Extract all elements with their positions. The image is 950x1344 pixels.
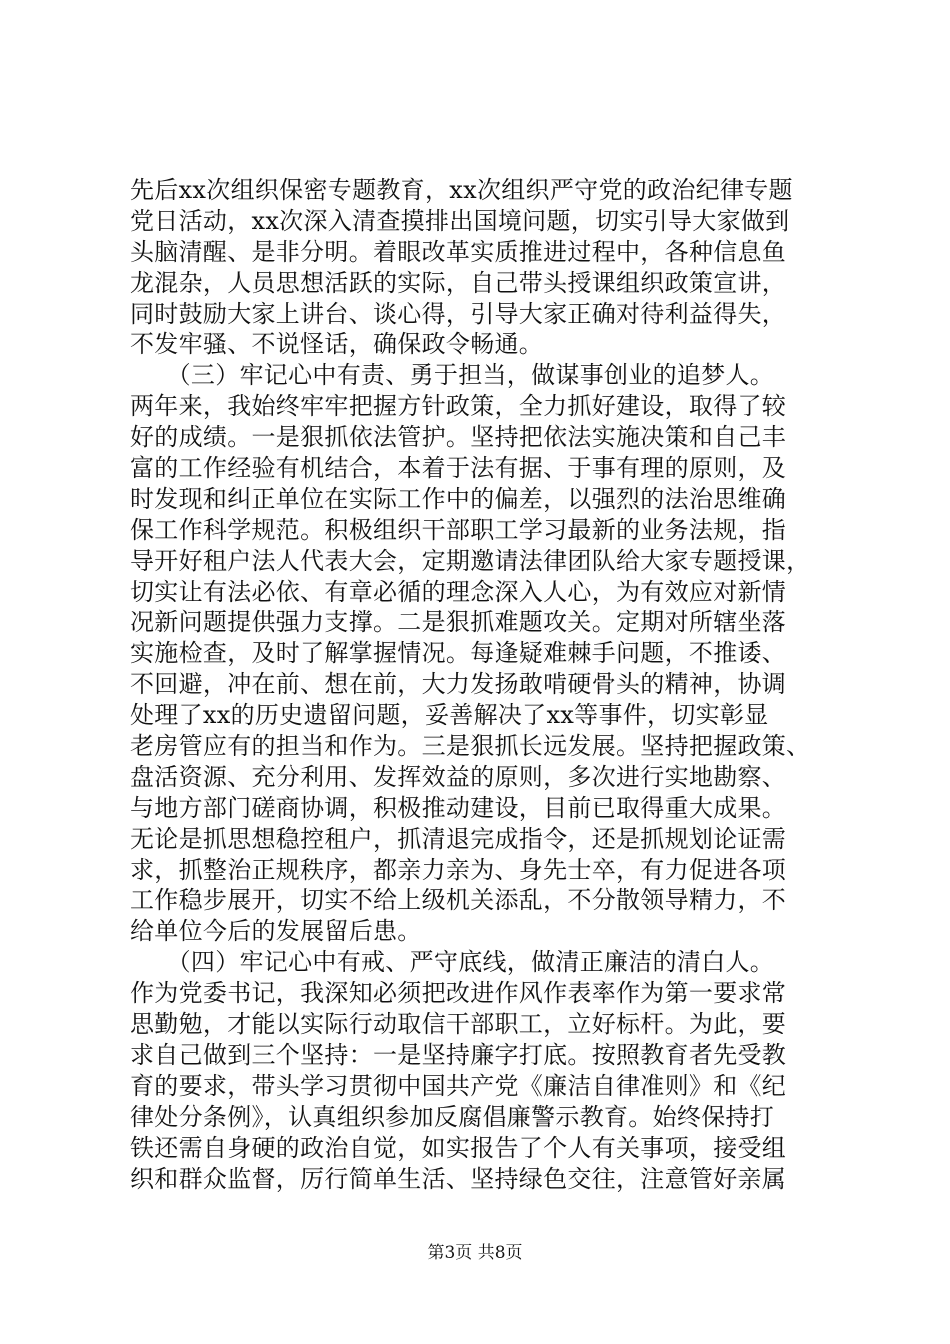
text-line: 不回避，冲在前、想在前，大力发扬敢啃硬骨头的精神，协调	[130, 670, 787, 699]
text-line: 先后xx次组织保密专题教育，xx次组织严守党的政治纪律专题	[130, 176, 793, 204]
text-line: （三）牢记心中有责、勇于担当，做谋事创业的追梦人。	[130, 361, 775, 390]
page-number-footer: 第3页 共8页	[427, 1243, 523, 1263]
text-line: 况新问题提供强力支撑。二是狠抓难题攻关。定期对所辖坐落	[130, 608, 787, 637]
text-line: 处理了xx的历史遗留问题，妥善解决了xx等事件，切实彰显	[130, 701, 769, 730]
text-line: 切实让有法必依、有章必循的理念深入人心，为有效应对新情	[130, 577, 787, 606]
text-line: 富的工作经验有机结合，本着于法有据、于事有理的原则，及	[130, 454, 787, 483]
text-line: （四）牢记心中有戒、严守底线，做清正廉洁的清白人。	[130, 948, 775, 977]
text-line: 时发现和纠正单位在实际工作中的偏差，以强烈的法治思维确	[130, 484, 787, 513]
text-line: 盘活资源、充分利用、发挥效益的原则，多次进行实地勘察、	[130, 762, 787, 791]
text-line: 作为党委书记，我深知必须把改进作风作表率作为第一要求常	[130, 979, 787, 1008]
text-line: 律处分条例》，认真组织参加反腐倡廉警示教育。始终保持打	[130, 1102, 775, 1131]
text-line: 与地方部门磋商协调，积极推动建设，目前已取得重大成果。	[130, 793, 787, 822]
body-text	[130, 175, 830, 1194]
text-line: 头脑清醒、是非分明。着眼改革实质推进过程中，各种信息鱼	[130, 237, 787, 266]
text-line: 龙混杂，人员思想活跃的实际，自己带头授课组织政策宣讲，	[130, 268, 787, 297]
text-line: 保工作科学规范。积极组织干部职工学习最新的业务法规，指	[130, 515, 787, 544]
text-line: 实施检查，及时了解掌握情况。每逢疑难棘手问题，不推诿、	[130, 639, 787, 668]
text-line: 导开好租户法人代表大会，定期邀请法律团队给大家专题授课，	[130, 546, 811, 575]
text-line: 两年来，我始终牢牢把握方针政策，全力抓好建设，取得了较	[130, 392, 787, 421]
text-line: 好的成绩。一是狠抓依法管护。坚持把依法实施决策和自己丰	[130, 423, 787, 452]
text-line: 工作稳步展开，切实不给上级机关添乱，不分散领导精力，不	[130, 886, 787, 915]
text-line: 无论是抓思想稳控租户，抓清退完成指令，还是抓规划论证需	[130, 824, 787, 853]
text-line: 织和群众监督，厉行简单生活、坚持绿色交往，注意管好亲属	[130, 1164, 787, 1193]
text-line: 给单位今后的发展留后患。	[130, 917, 422, 946]
text-line: 育的要求，带头学习贯彻中国共产党《廉洁自律准则》和《纪	[130, 1071, 787, 1100]
text-line: 求自己做到三个坚持：一是坚持廉字打底。按照教育者先受教	[130, 1040, 787, 1069]
text-line: 不发牢骚、不说怪话，确保政令畅通。	[130, 330, 544, 359]
text-line: 党日活动，xx次深入清查摸排出国境问题，切实引导大家做到	[130, 206, 790, 235]
text-line: 铁还需自身硬的政治自觉，如实报告了个人有关事项，接受组	[130, 1133, 787, 1162]
text-line: 同时鼓励大家上讲台、谈心得，引导大家正确对待利益得失，	[130, 299, 787, 328]
text-line: 思勤勉，才能以实际行动取信干部职工，立好标杆。为此，要	[130, 1010, 787, 1039]
text-line: 求，抓整治正规秩序，都亲力亲为、身先士卒，有力促进各项	[130, 855, 787, 884]
text-line: 老房管应有的担当和作为。三是狠抓长远发展。坚持把握政策、	[130, 732, 811, 761]
